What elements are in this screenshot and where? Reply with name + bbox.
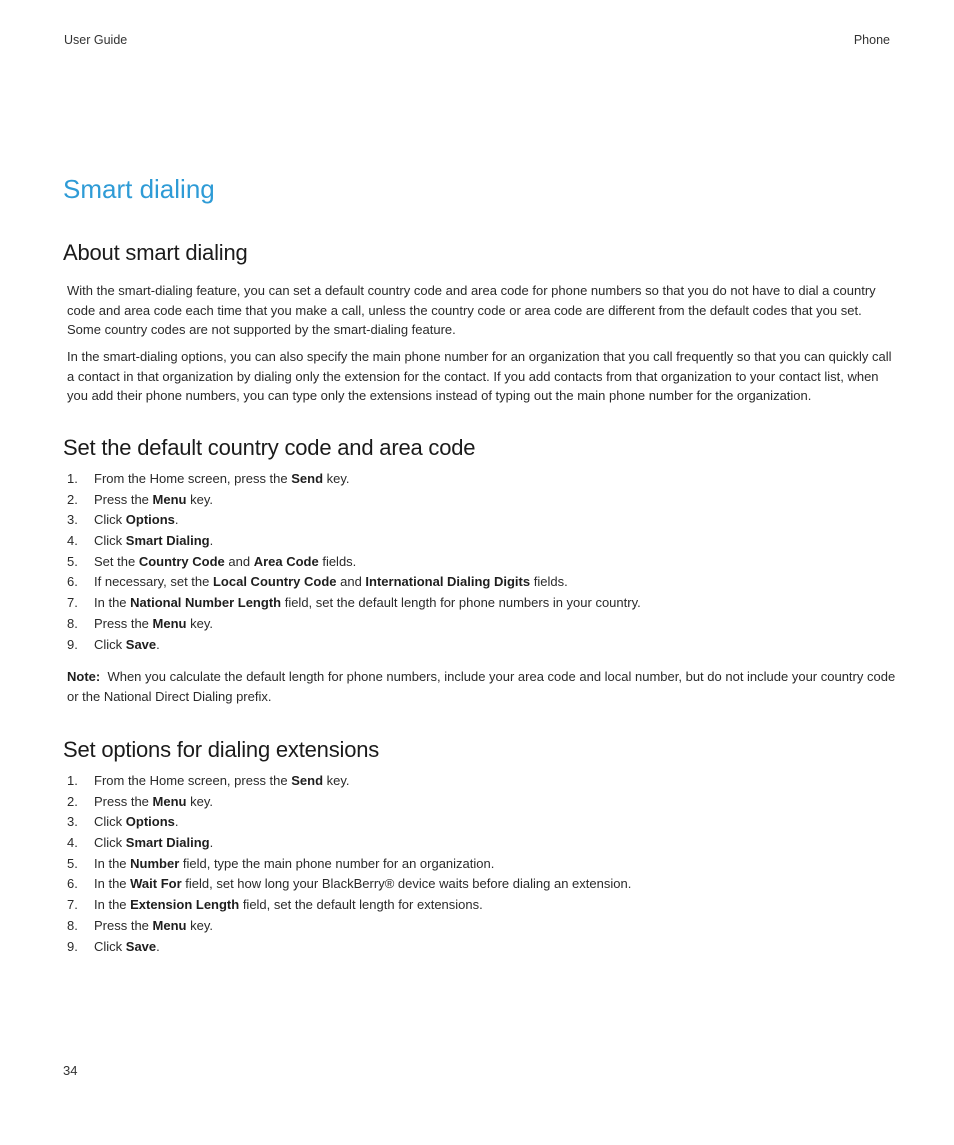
step-text: field, set how long your BlackBerry® device waits before dialing an extension. (181, 876, 632, 892)
step-text: Press the (94, 615, 153, 631)
ui-term: Save (125, 938, 157, 954)
step-text: key. (186, 491, 213, 507)
step-text: In the (94, 855, 131, 871)
step-number: 2. (67, 793, 78, 809)
step-text: key. (323, 471, 350, 486)
step-text: Press the (94, 793, 153, 809)
step-text: field, set the default length for extensions. (239, 897, 483, 913)
step-text: . (209, 835, 214, 851)
step-text: key. (323, 773, 350, 788)
about-paragraph-2: In the smart-dialing options, you can also specify the main phone number for an organization that you call frequently so that you can quickly call a contact in that organization by dialing only the extension for the contact. If you add contacts from that organization to your contact list, when you add their phone numbers, you can type only the extensions instead of typing out the main phone number for the organization. (67, 349, 892, 403)
ui-term: Local Country Code (212, 574, 337, 590)
step-text: In the (94, 595, 131, 611)
step-number: 7. (67, 897, 78, 913)
step-item (67, 614, 887, 635)
ui-term: Options (125, 512, 175, 528)
ui-term: Smart Dialing (125, 835, 210, 851)
step-item (67, 792, 887, 813)
step-number: 6. (67, 574, 78, 590)
step-text: fields. (530, 574, 568, 590)
step-item (67, 833, 887, 854)
step-item (67, 895, 887, 916)
step-text: Click (94, 533, 126, 549)
step-item (67, 635, 887, 656)
ui-term: Area Code (253, 553, 319, 569)
step-number: 5. (67, 553, 78, 569)
note-label: Note: (67, 669, 101, 684)
country-code-heading: Set the default country code and area code (63, 435, 476, 460)
step-text: Set the (94, 553, 139, 569)
step-number: 3. (67, 814, 78, 830)
ui-term: Smart Dialing (125, 533, 210, 549)
step-number: 8. (67, 615, 78, 631)
step-text: Click (94, 512, 126, 528)
about-heading: About smart dialing (63, 240, 248, 265)
step-number: 4. (67, 533, 78, 549)
note-text: When you calculate the default length for phone numbers, include your area code and local number, but do not include your country code or the National Direct Dialing prefix. (67, 669, 896, 704)
note (67, 667, 897, 706)
running-header-left: User Guide (64, 33, 128, 47)
step-item (67, 572, 887, 593)
step-text: . (156, 636, 160, 652)
step-text: and (336, 574, 366, 590)
step-number: 2. (67, 491, 78, 507)
ui-term: National Number Length (130, 595, 282, 611)
step-text: . (209, 533, 214, 549)
step-text: . (156, 938, 160, 954)
step-text: and (224, 553, 254, 569)
step-text: Click (94, 938, 126, 954)
step-text: . (174, 512, 179, 528)
step-item (67, 531, 887, 552)
step-item (67, 854, 887, 875)
about-paragraph-1: With the smart-dialing feature, you can set a default country code and area code for phone numbers so that you do not have to dial a country code and area code each time that you make a call, unless the country code or area code are different from the default codes that you set. Some country codes are not supported by the smart-dialing feature. (67, 283, 876, 337)
step-number: 6. (67, 876, 78, 892)
ui-term: Menu (152, 615, 187, 631)
step-item (67, 916, 887, 937)
step-text: field, type the main phone number for an organization. (179, 855, 495, 871)
step-text: Press the (94, 917, 153, 933)
step-item (67, 812, 887, 833)
step-number: 1. (67, 773, 78, 788)
step-text: In the (94, 876, 131, 892)
ui-term: Save (125, 636, 157, 652)
step-number: 8. (67, 917, 78, 933)
step-text: fields. (318, 553, 357, 569)
step-text: key. (186, 917, 213, 933)
step-text: Click (94, 814, 126, 830)
step-text: key. (186, 793, 213, 809)
page-number: 34 (63, 1063, 78, 1078)
step-item (67, 771, 887, 792)
step-item (67, 510, 887, 531)
step-number: 1. (67, 471, 78, 486)
ui-term: Extension Length (130, 897, 240, 913)
step-number: 3. (67, 512, 78, 528)
step-text: In the (94, 897, 131, 913)
ui-term: Menu (152, 793, 187, 809)
step-text: From the Home screen, press the (94, 471, 292, 486)
step-item (67, 490, 887, 511)
ui-term: Send (291, 471, 324, 486)
ui-term: Options (125, 814, 175, 830)
step-text: If necessary, set the (94, 574, 213, 590)
step-number: 7. (67, 595, 78, 611)
page-title: Smart dialing (63, 174, 215, 204)
step-number: 9. (67, 938, 78, 954)
ui-term: Country Code (138, 553, 225, 569)
step-text: field, set the default length for phone numbers in your country. (281, 595, 641, 611)
step-item (67, 552, 887, 573)
ui-term: Number (130, 855, 180, 871)
step-item (67, 937, 887, 958)
step-number: 9. (67, 636, 78, 652)
running-header-right: Phone (853, 33, 890, 47)
ui-term: Menu (152, 491, 187, 507)
step-text: Press the (94, 491, 153, 507)
step-text: . (174, 814, 179, 830)
step-number: 5. (67, 855, 78, 871)
step-text: Click (94, 835, 126, 851)
ui-term: Wait For (130, 876, 182, 892)
extensions-heading: Set options for dialing extensions (63, 737, 380, 762)
step-text: Click (94, 636, 126, 652)
step-number: 4. (67, 835, 78, 851)
country-code-steps (67, 469, 887, 655)
extensions-steps (67, 771, 887, 957)
step-item (67, 874, 887, 895)
step-item (67, 593, 887, 614)
ui-term: Menu (152, 917, 187, 933)
step-text: From the Home screen, press the (94, 773, 292, 788)
step-item (67, 469, 887, 490)
ui-term: International Dialing Digits (365, 574, 531, 590)
step-text: key. (186, 615, 213, 631)
ui-term: Send (291, 773, 324, 788)
